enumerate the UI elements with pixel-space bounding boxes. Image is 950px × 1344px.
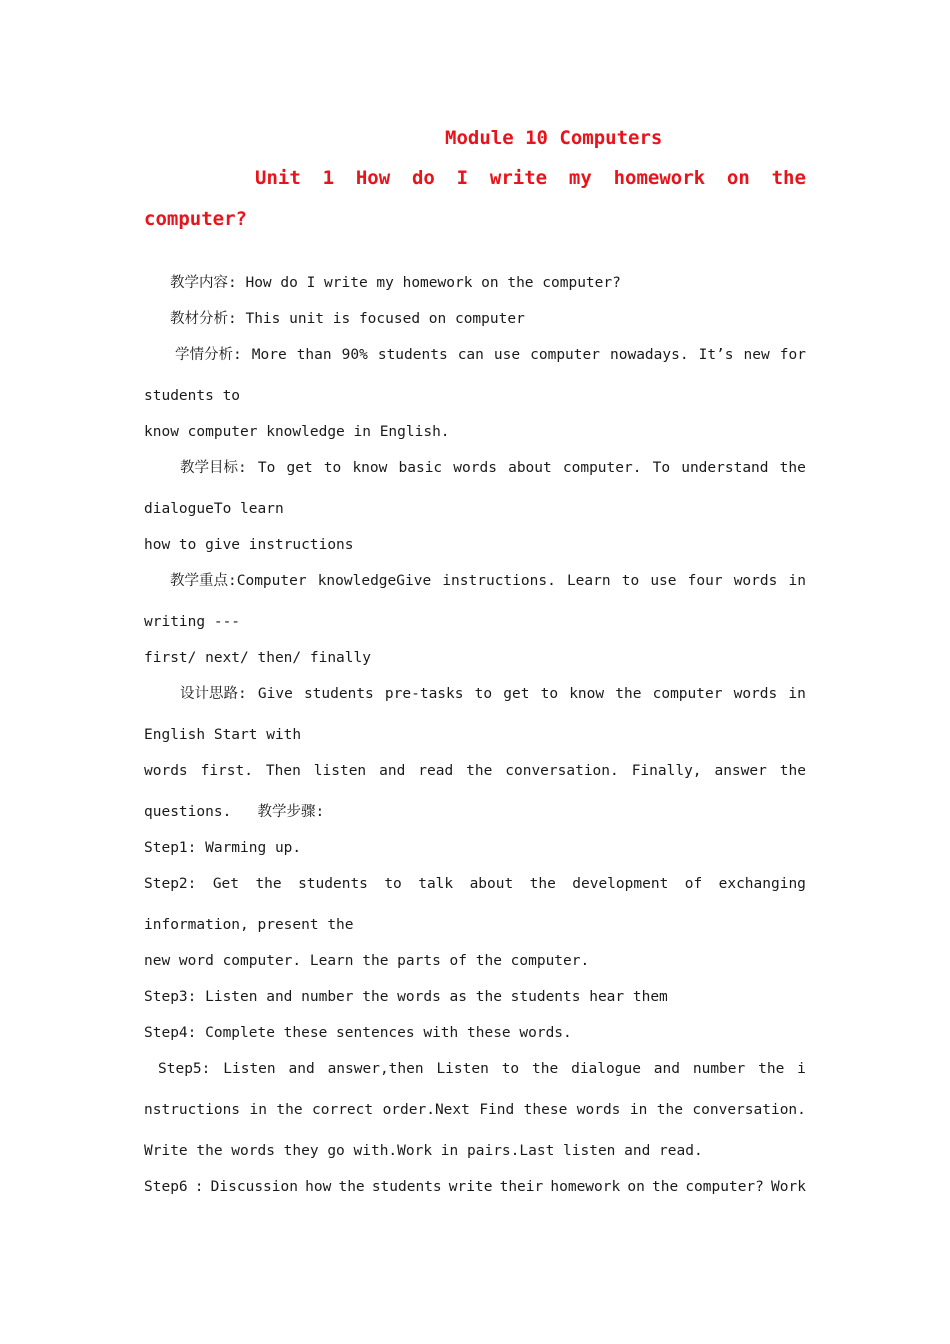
word: about (508, 460, 552, 476)
word: students (371, 1179, 442, 1195)
word: about (469, 876, 514, 892)
word: the (656, 1102, 683, 1118)
word: to (540, 686, 559, 702)
word: the (255, 876, 282, 892)
step2-line (144, 875, 806, 893)
word: exchanging (718, 876, 806, 892)
word: words (733, 573, 778, 589)
word: words (733, 686, 778, 702)
design-idea-cont2: questions. 教学步骤: (144, 804, 325, 820)
material-analysis: 教材分析: This unit is focused on computer (170, 311, 525, 327)
word: in (788, 573, 806, 589)
word: can (457, 347, 484, 363)
word: students (298, 876, 368, 892)
word: More (251, 347, 287, 363)
word: words (453, 460, 497, 476)
title-word: the (771, 167, 806, 189)
word: listen (313, 763, 367, 779)
word: To (652, 460, 671, 476)
title-word: How (355, 167, 391, 189)
word: computer? (685, 1179, 764, 1195)
word: know (569, 686, 605, 702)
word: Finally, (631, 763, 702, 779)
word: 学情分析: (175, 347, 242, 363)
word: get (286, 460, 313, 476)
word: to (323, 460, 342, 476)
word: To (257, 460, 276, 476)
title-word: do (411, 167, 435, 189)
student-analysis-line (175, 346, 806, 364)
design-idea-cont: English Start with (144, 727, 302, 743)
word: to (474, 686, 493, 702)
step2-cont2: new word computer. Learn the parts of the computer. (144, 953, 590, 969)
design-idea-line2 (144, 762, 806, 780)
word: computer. (562, 460, 642, 476)
word: the (532, 1061, 559, 1077)
teaching-content: 教学内容: How do I write my homework on the computer? (170, 275, 621, 291)
word: talk (418, 876, 454, 892)
word: how (305, 1179, 332, 1195)
word: correct (312, 1102, 374, 1118)
title-word: write (489, 167, 548, 189)
word: of (684, 876, 703, 892)
word: computer (530, 347, 600, 363)
step3-line: Step3: Listen and number the words as the students hear them (144, 989, 668, 1005)
word: know (352, 460, 388, 476)
word: Step6 (144, 1179, 188, 1195)
step6-line (144, 1178, 806, 1196)
unit-title (255, 166, 806, 190)
word: students (377, 347, 448, 363)
student-analysis-cont: students to (144, 388, 241, 404)
word: development (572, 876, 669, 892)
word: dialogue (571, 1061, 641, 1077)
word: the (615, 686, 642, 702)
word: these (523, 1102, 568, 1118)
teaching-goal-line (180, 459, 806, 477)
step5-line2 (144, 1101, 806, 1119)
title-word: on (726, 167, 750, 189)
word: to (384, 876, 402, 892)
word: 设计思路: (180, 686, 247, 702)
word: the (758, 1061, 785, 1077)
teaching-focus-cont: writing --- (144, 614, 241, 630)
word: knowledgeGive (317, 573, 432, 589)
title-word: 1 (322, 167, 335, 189)
word: Learn (566, 573, 611, 589)
word: 90% (341, 347, 368, 363)
word: and (653, 1061, 680, 1077)
word: the (466, 763, 493, 779)
teaching-focus-cont2: first/ next/ then/ finally (144, 650, 371, 666)
word: basic (398, 460, 443, 476)
word: It’s (698, 347, 734, 363)
word: Then (265, 763, 301, 779)
word: in (249, 1102, 267, 1118)
word: read (418, 763, 454, 779)
word: get (503, 686, 530, 702)
title-word: Unit (255, 167, 301, 189)
step2-cont: information, present the (144, 917, 354, 933)
word: their (499, 1179, 544, 1195)
word: computer (652, 686, 723, 702)
word: four (687, 573, 723, 589)
word: answer,then (327, 1061, 424, 1077)
word: Step5: (158, 1061, 211, 1077)
word: Step2: (144, 876, 197, 892)
step4-line: Step4: Complete these sentences with these words. (144, 1025, 572, 1041)
word: Listen (223, 1061, 276, 1077)
word: Work (771, 1179, 806, 1195)
title-word: my (568, 167, 592, 189)
teaching-goal-cont2: how to give instructions (144, 537, 354, 553)
word: and (288, 1061, 315, 1077)
word: first. (200, 763, 253, 779)
word: the (529, 876, 556, 892)
word: write (448, 1179, 493, 1195)
word: for (779, 347, 806, 363)
word: nowadays. (610, 347, 689, 363)
teaching-goal-cont: dialogueTo learn (144, 501, 284, 517)
module-title: Module 10 Computers (445, 127, 663, 149)
design-idea-line (180, 685, 806, 703)
word: the (276, 1102, 303, 1118)
word: students (303, 686, 374, 702)
word: to (501, 1061, 520, 1077)
unit-title-continued: computer? (144, 208, 247, 230)
word: instructions. (442, 573, 556, 589)
word: the (651, 1179, 679, 1195)
title-word: I (456, 167, 469, 189)
word: and (379, 763, 406, 779)
word: conversation. (505, 763, 619, 779)
word: homework (550, 1179, 621, 1195)
word: 教学目标: (180, 460, 247, 476)
word: Get (212, 876, 240, 892)
word: : (194, 1179, 204, 1195)
word: Find (479, 1102, 515, 1118)
word: 教学重点:Computer (170, 573, 307, 589)
word: i (797, 1061, 806, 1077)
teaching-focus-line (170, 572, 806, 590)
word: number (692, 1061, 746, 1077)
word: Give (257, 686, 293, 702)
word: conversation. (692, 1102, 806, 1118)
word: words (576, 1102, 621, 1118)
word: the (779, 460, 806, 476)
word: Discussion (210, 1179, 298, 1195)
word: use (493, 347, 521, 363)
word: the (779, 763, 806, 779)
word: understand (681, 460, 769, 476)
word: to (621, 573, 640, 589)
word: nstructions (144, 1102, 241, 1118)
step5-line (158, 1060, 806, 1078)
word: pre-tasks (384, 686, 464, 702)
word: use (650, 573, 677, 589)
word: words (144, 763, 188, 779)
title-word: homework (613, 167, 706, 189)
word: in (629, 1102, 648, 1118)
word: in (788, 686, 806, 702)
step5-cont: Write the words they go with.Work in pairs.Last listen and read. (144, 1143, 703, 1159)
word: order.Next (382, 1102, 470, 1118)
word: than (296, 347, 332, 363)
word: on (627, 1179, 645, 1195)
word: new (743, 347, 770, 363)
word: the (338, 1179, 365, 1195)
student-analysis-cont2: know computer knowledge in English. (144, 424, 450, 440)
word: answer (714, 763, 767, 779)
step1-line: Step1: Warming up. (144, 840, 302, 856)
word: Listen (436, 1061, 489, 1077)
